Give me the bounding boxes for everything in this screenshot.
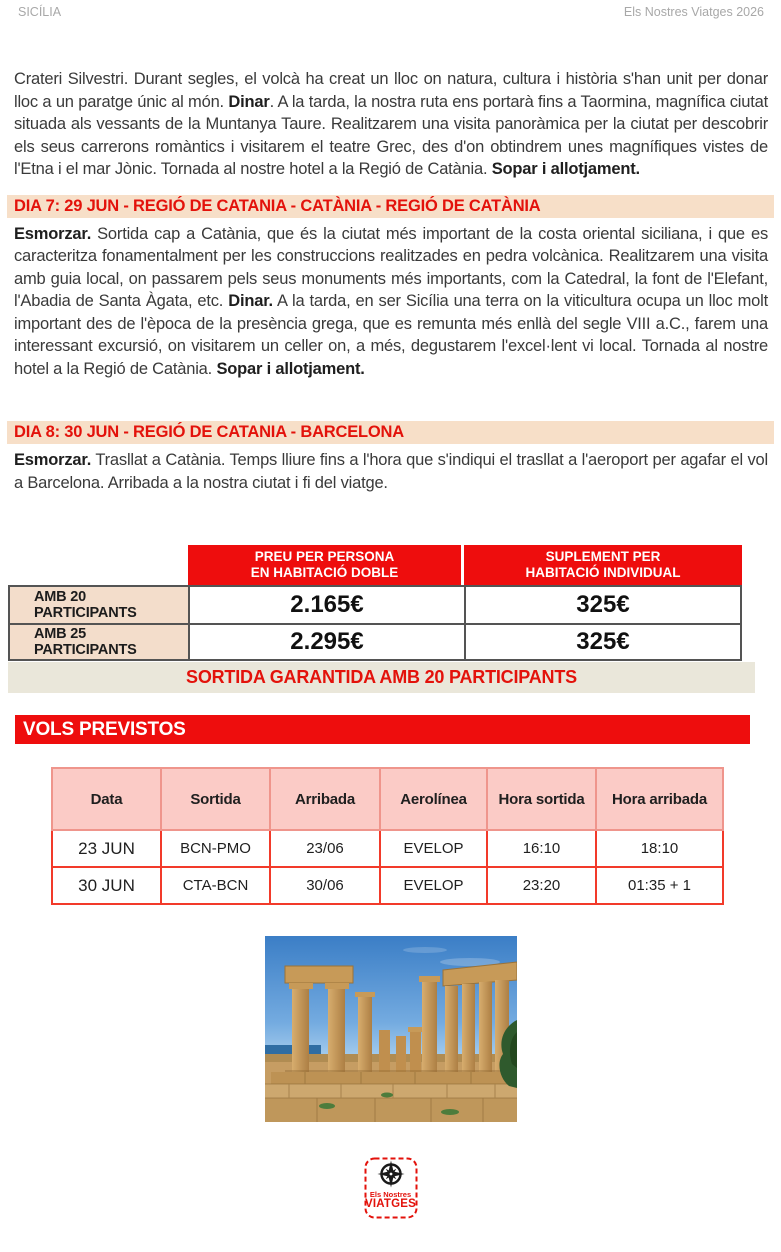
flights-table	[51, 767, 724, 905]
day8-banner	[7, 421, 774, 444]
flight-route: BCN-PMO	[161, 830, 270, 867]
flights-header-row	[52, 768, 723, 830]
text-segment-bold: Dinar.	[228, 292, 273, 310]
text-segment-bold: Esmorzar.	[14, 224, 92, 243]
flight-airline: EVELOP	[380, 830, 487, 867]
flights-section-title: VOLS PREVISTOS	[23, 719, 186, 740]
pricing-header-single	[464, 545, 742, 585]
text-segment-bold: Esmorzar.	[14, 451, 92, 469]
price-double-25: 2.295€	[188, 623, 464, 661]
flights-header-hora-sortida: Hora sortida	[487, 768, 596, 830]
flights-header-data: Data	[52, 768, 161, 830]
doc-title: SICÍLIA	[18, 5, 62, 19]
guarantee-band: SORTIDA GARANTIDA AMB 20 PARTICIPANTS	[8, 662, 755, 693]
flight-row-outbound	[52, 830, 723, 867]
day7-title: DIA 7: 29 JUN - REGIÓ DE CATANIA - CATÀNIA - REGIÓ DE CATÀNIA	[14, 196, 541, 215]
greek-temple-ruins-photo	[265, 936, 517, 1122]
pricing-header-double-line2: EN HABITACIÓ DOBLE	[250, 565, 399, 580]
pricing-header-single-line2: HABITACIÓ INDIVIDUAL	[525, 565, 681, 580]
flight-arrival-date: 23/06	[270, 830, 380, 867]
price-double-20: 2.165€	[188, 585, 464, 623]
text-segment: Trasllat a Catània. Temps lliure fins a l'hora que s'indiqui el trasllat a l'aeroport per agafar el vol a Barcelona. Arribada a la nostra ciutat i fi del viatge.	[14, 451, 768, 492]
text-segment-bold: Dinar	[228, 92, 270, 111]
day8-title: DIA 8: 30 JUN - REGIÓ DE CATANIA - BARCELONA	[14, 423, 404, 441]
flight-date: 23 JUN	[52, 830, 161, 867]
pricing-table	[8, 545, 781, 661]
paragraph-day8	[14, 449, 768, 494]
text-segment-bold: Sopar i allotjament.	[216, 359, 365, 378]
flights-section-banner	[15, 715, 750, 744]
flight-row-return	[52, 867, 723, 904]
logo-text-line2: VIATGES	[364, 1198, 417, 1210]
flight-date: 30 JUN	[52, 867, 161, 904]
paragraph-day7	[14, 223, 768, 381]
flight-arrival-date: 30/06	[270, 867, 380, 904]
doc-edition: Els Nostres Viatges 2026	[623, 5, 764, 19]
paragraph-etna-taormina	[14, 68, 768, 181]
text-segment-bold: Sopar i allotjament.	[491, 160, 640, 178]
flight-airline: EVELOP	[380, 867, 487, 904]
page-header	[0, 0, 781, 19]
participants-20-label: AMB 20 PARTICIPANTS	[8, 585, 188, 623]
flights-header-aerolinia: Aerolínea	[380, 768, 487, 830]
text-segment: Sortida cap a Catània, que és la ciutat més important de la costa oriental siciliana, i que es caracteritza fonamentalment per les construccions realitzades en pedra volcànica. Realitzarem una visita amb guia local, on passarem pels seus monuments més importants, com la Catedral, la font de l'Elefant, l'Abadia de Santa Àgata, etc.	[14, 224, 768, 310]
text-segment: . A la tarda, la nostra ruta ens portarà fins a Taormina, magnífica ciutat situada als vessants de la Muntanya Taure. Realitzarem una visita panoràmica per la ciutat per descobrir els seus carrerons romàntics i visitarem el teatre Grec, des d'on obtindrem unes magnífiques vistes de l'Etna i el mar Jònic. Tornada al nostre hotel a la Regió de Catània.	[14, 92, 768, 178]
flight-departure-time: 16:10	[487, 830, 596, 867]
pricing-header-double-line1: PREU PER PERSONA	[254, 548, 395, 564]
flight-route: CTA-BCN	[161, 867, 270, 904]
text-segment: Crateri Silvestri. Durant segles, el volcà ha creat un lloc on natura, cultura i història s'han unit per donar lloc a un paratge únic al món.	[14, 70, 768, 111]
day7-banner	[7, 195, 774, 218]
pricing-header-double	[188, 545, 464, 585]
pricing-header-single-line1: SUPLEMENT PER	[545, 548, 661, 564]
text-segment: A la tarda, en ser Sicília una terra on la viticultura ocupa un lloc molt important des de l'època de la presència grega, que es remunta més enllà del segle VIII a.C., farem una interessant excursió, on visitarem un celler on, a més, degustarem l'excel·lent vi local. Tornada al nostre hotel a la Regió de Catània.	[14, 292, 768, 378]
flight-departure-time: 23:20	[487, 867, 596, 904]
flights-header-arribada: Arribada	[270, 768, 380, 830]
logo-text-line1: Els Nostres	[369, 1190, 412, 1199]
flight-arrival-time: 18:10	[596, 830, 723, 867]
flights-header-hora-arribada: Hora arribada	[596, 768, 723, 830]
flight-arrival-time: 01:35 + 1	[596, 867, 723, 904]
flights-header-sortida: Sortida	[161, 768, 270, 830]
brand-logo	[364, 1157, 418, 1219]
participants-25-label: AMB 25 PARTICIPANTS	[8, 623, 188, 661]
pricing-empty-corner	[8, 545, 188, 585]
supplement-single-25: 325€	[464, 623, 742, 661]
supplement-single-20: 325€	[464, 585, 742, 623]
temple-photo-illustration	[265, 936, 517, 1122]
